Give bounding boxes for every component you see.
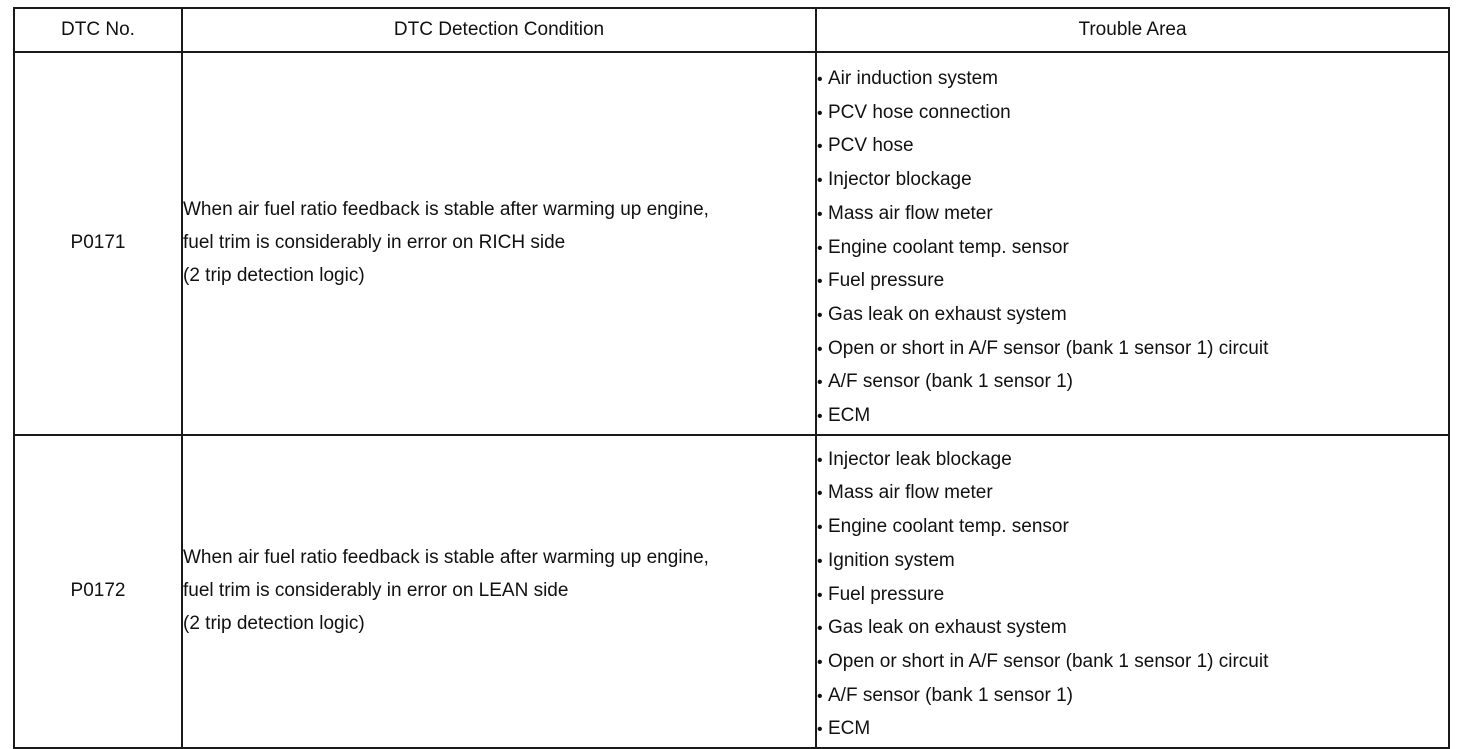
detection-condition: [182, 435, 816, 748]
list-item: • Air induction system: [817, 63, 1448, 97]
trouble-area-list: [817, 63, 1448, 434]
table-row: [14, 52, 1449, 435]
table-row: [14, 435, 1449, 748]
list-item: • ECM: [817, 713, 1448, 747]
list-item: • A/F sensor (bank 1 sensor 1): [817, 680, 1448, 714]
list-item: • Injector leak blockage: [817, 444, 1448, 478]
list-item: • Engine coolant temp. sensor: [817, 232, 1448, 266]
trouble-area-cell: [816, 435, 1449, 748]
list-item: • Fuel pressure: [817, 265, 1448, 299]
list-item: • Open or short in A/F sensor (bank 1 sensor 1) circuit: [817, 646, 1448, 680]
dtc-table: [13, 7, 1450, 749]
list-item: • Gas leak on exhaust system: [817, 299, 1448, 333]
header-row: [14, 8, 1449, 52]
list-item: • PCV hose connection: [817, 97, 1448, 131]
list-item: • Engine coolant temp. sensor: [817, 511, 1448, 545]
condition-line: (2 trip detection logic): [183, 264, 365, 286]
detection-condition: [182, 52, 816, 435]
condition-line: When air fuel ratio feedback is stable after warming up engine,: [183, 547, 709, 569]
list-item: • Open or short in A/F sensor (bank 1 sensor 1) circuit: [817, 333, 1448, 367]
list-item: • Fuel pressure: [817, 579, 1448, 613]
list-item: • A/F sensor (bank 1 sensor 1): [817, 366, 1448, 400]
header-dtc-no: DTC No.: [14, 8, 182, 52]
list-item: • ECM: [817, 400, 1448, 434]
trouble-area-list: [817, 444, 1448, 747]
condition-line: (2 trip detection logic): [183, 612, 365, 634]
list-item: • Injector blockage: [817, 164, 1448, 198]
list-item: • Gas leak on exhaust system: [817, 612, 1448, 646]
condition-line: fuel trim is considerably in error on RICH side: [183, 232, 566, 254]
list-item: • Ignition system: [817, 545, 1448, 579]
trouble-area-cell: [816, 52, 1449, 435]
list-item: • Mass air flow meter: [817, 198, 1448, 232]
dtc-code: P0171: [14, 52, 182, 435]
list-item: • Mass air flow meter: [817, 477, 1448, 511]
condition-line: When air fuel ratio feedback is stable after warming up engine,: [183, 199, 709, 221]
dtc-code: P0172: [14, 435, 182, 748]
header-trouble-area: Trouble Area: [816, 8, 1449, 52]
header-condition: DTC Detection Condition: [182, 8, 816, 52]
list-item: • PCV hose: [817, 130, 1448, 164]
condition-line: fuel trim is considerably in error on LEAN side: [183, 580, 569, 602]
